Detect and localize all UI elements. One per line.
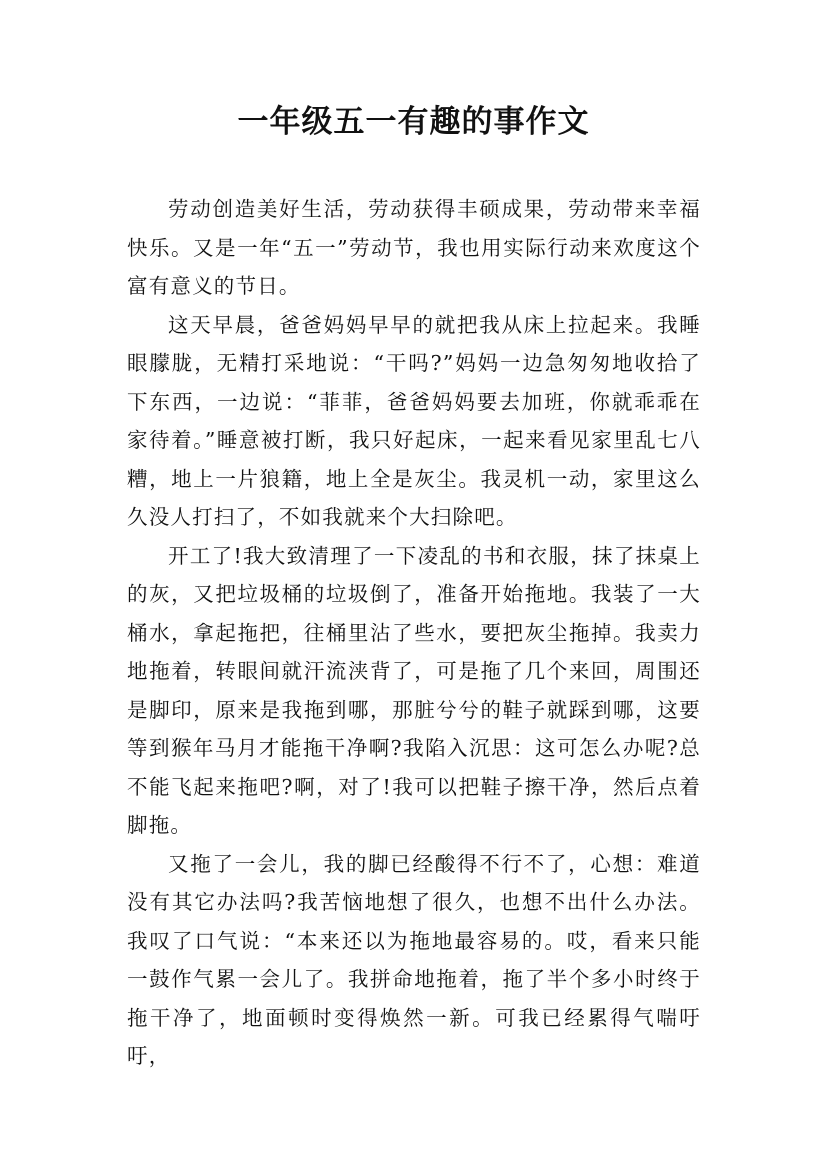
paragraph: 劳动创造美好生活，劳动获得丰硕成果，劳动带来幸福快乐。又是一年“五一”劳动节，我也用实际行动来欢度这个富有意义的节日。 <box>127 197 701 298</box>
document-body <box>127 190 701 1076</box>
document-title: 一年级五一有趣的事作文 <box>237 104 590 140</box>
paragraph: 这天早晨，爸爸妈妈早早的就把我从床上拉起来。我睡眼朦胧，无精打采地说：“干吗?”妈妈一边急匆匆地收拾了下东西，一边说：“菲菲，爸爸妈妈要去加班，你就乖乖在家待着。”睡意被打断，我只好起床，一起来看见家里乱七八糟，地上一片狼籍，地上全是灰尘。我灵机一动，家里这么久没人打扫了，不如我就来个大扫除吧。 <box>127 312 701 529</box>
paragraph: 又拖了一会儿，我的脚已经酸得不行不了，心想：难道没有其它办法吗?我苦恼地想了很久，也想不出什么办法。我叹了口气说：“本来还以为拖地最容易的。哎，看来只能一鼓作气累一会儿了。我拼命地拖着，拖了半个多小时终于拖干净了，地面顿时变得焕然一新。可我已经累得气喘吁吁， <box>127 851 701 1068</box>
paragraph: 开工了!我大致清理了一下凌乱的书和衣服，抹了抹桌上的灰，又把垃圾桶的垃圾倒了，准备开始拖地。我装了一大桶水，拿起拖把，往桶里沾了些水，要把灰尘拖掉。我卖力地拖着，转眼间就汗流浃背了，可是拖了几个来回，周围还是脚印，原来是我拖到哪，那脏兮兮的鞋子就踩到哪，这要等到猴年马月才能拖干净啊?我陷入沉思：这可怎么办呢?总不能飞起来拖吧?啊，对了!我可以把鞋子擦干净，然后点着脚拖。 <box>127 543 701 837</box>
